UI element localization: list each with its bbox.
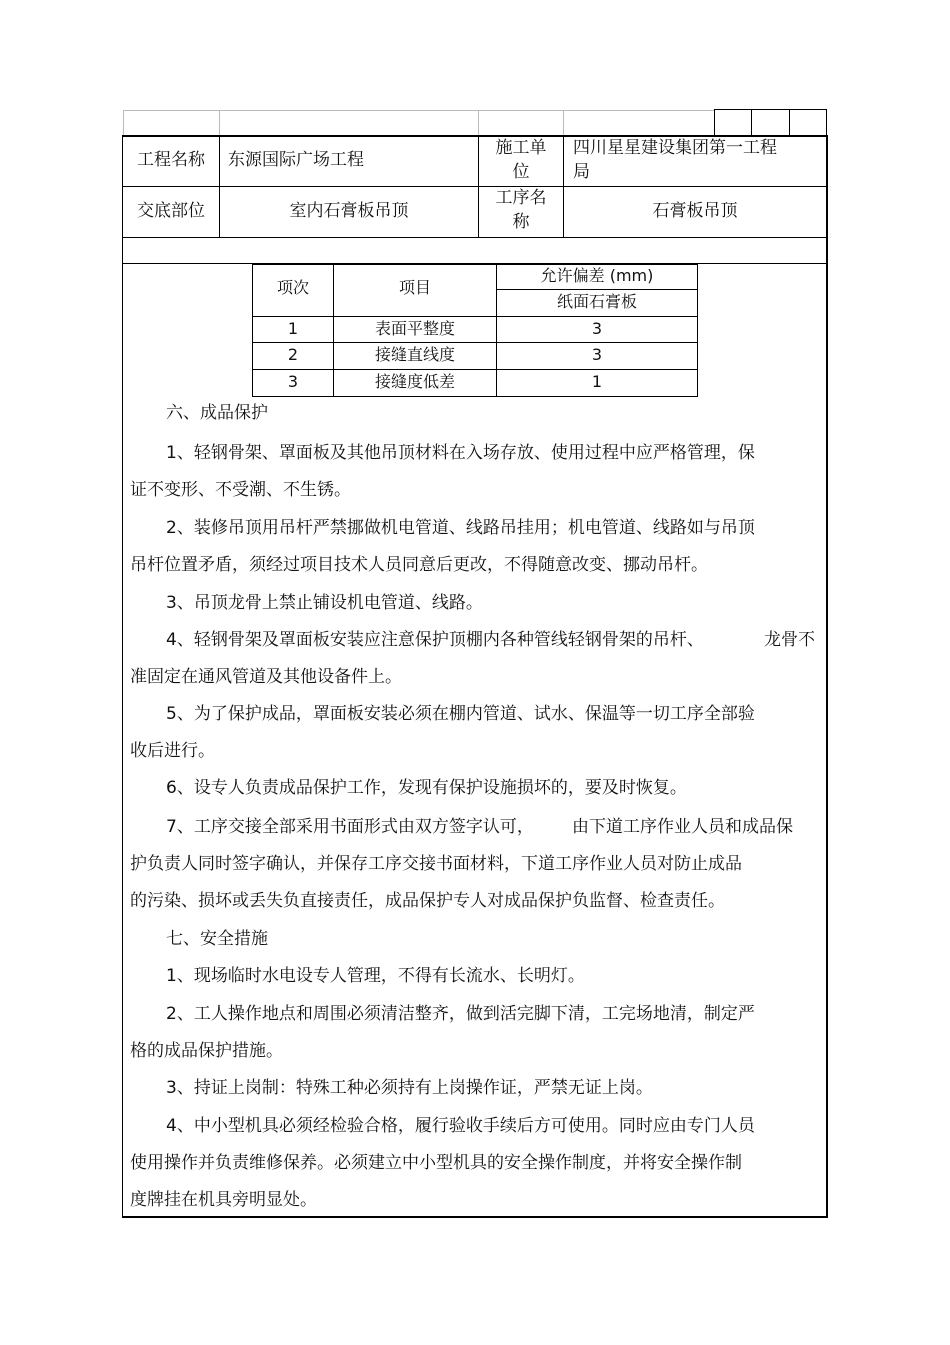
- paragraph-line: 5、为了保护成品，罩面板安装必须在棚内管道、试水、保温等一切工序全部验: [166, 704, 755, 724]
- header-row-divider: [122, 237, 828, 238]
- corner-box-divider: [714, 109, 715, 136]
- row-value: 1: [591, 372, 603, 391]
- corner-box-divider: [789, 109, 790, 136]
- paragraph-line: 收后进行。: [130, 741, 215, 761]
- paragraph-line: 3、吊顶龙骨上禁止铺设机电管道、线路。: [166, 593, 483, 613]
- paragraph-line: 1、轻钢骨架、罩面板及其他吊顶材料在入场存放、使用过程中应严格管理，保: [166, 443, 755, 463]
- process-label-line2: 称: [512, 212, 530, 232]
- part-label: 交底部位: [137, 201, 205, 221]
- frame-bottom: [122, 1216, 828, 1218]
- top-row-divider: [563, 110, 564, 136]
- table-line: [252, 396, 698, 397]
- row-value: 3: [591, 319, 603, 338]
- paragraph-line: 3、持证上岗制：特殊工种必须持有上岗操作证，严禁无证上岗。: [166, 1078, 653, 1098]
- row-no: 3: [287, 372, 299, 391]
- table-line: [252, 369, 698, 370]
- paragraph-line: 度牌挂在机具旁明显处。: [130, 1190, 317, 1210]
- row-item: 表面平整度: [374, 319, 455, 338]
- paragraph-line: 准固定在通风管道及其他设备件上。: [130, 667, 402, 687]
- paragraph-line: 由下道工序作业人员和成品保: [572, 817, 793, 837]
- col-item-header: 项目: [398, 278, 431, 297]
- row-item: 接缝度低差: [374, 372, 455, 391]
- paragraph-line: 护负责人同时签字确认，并保存工序交接书面材料，下道工序作业人员对防止成品: [130, 854, 742, 874]
- top-row-divider: [123, 110, 124, 136]
- paragraph-line: 证不变形、不受潮、不生锈。: [130, 480, 351, 500]
- top-row-divider: [478, 110, 479, 136]
- corner-box-divider: [751, 109, 752, 136]
- corner-box-divider: [826, 109, 827, 136]
- paragraph-line: 2、装修吊顶用吊杆严禁挪做机电管道、线路吊挂用；机电管道、线路如与吊顶: [166, 518, 755, 538]
- corner-box-border: [714, 109, 827, 110]
- row-value: 3: [591, 345, 603, 364]
- paragraph-line: 1、现场临时水电设专人管理，不得有长流水、长明灯。: [166, 966, 585, 986]
- header-row-divider: [122, 186, 828, 187]
- contractor-label-line1: 施工单: [495, 138, 547, 158]
- contractor-label: [479, 136, 563, 184]
- paragraph-line: 4、中小型机具必须经检验合格，履行验收手续后方可使用。同时应由专门人员: [166, 1116, 755, 1136]
- paragraph-line: 2、工人操作地点和周围必须清洁整齐，做到活完脚下清，工完场地清，制定严: [166, 1004, 755, 1024]
- frame-left: [122, 135, 123, 1217]
- part-value: 室内石膏板吊顶: [289, 201, 409, 221]
- paragraph-line: 龙骨不: [764, 630, 815, 650]
- contractor-line1: 四川星星建设集团第一工程: [573, 138, 777, 158]
- paragraph-line: 7、工序交接全部采用书面形式由双方签字认可，: [166, 817, 534, 837]
- process-label: [479, 186, 563, 234]
- contractor: [573, 136, 825, 184]
- table-line: [252, 342, 698, 343]
- section-6-title: 六、成品保护: [166, 403, 268, 423]
- table-line: [252, 316, 698, 317]
- process-label-line1: 工序名: [495, 188, 547, 208]
- paragraph-line: 4、轻钢骨架及罩面板安装应注意保护顶棚内各种管线轻钢骨架的吊杆、: [166, 630, 704, 650]
- contractor-line2: 局: [573, 162, 590, 182]
- top-row-border: [123, 110, 715, 111]
- contractor-label-line2: 位: [512, 162, 530, 182]
- col-allow-header: 允许偏差 (mm): [540, 266, 654, 285]
- row-no: 1: [287, 319, 299, 338]
- table-line: [697, 264, 698, 396]
- col-index-header: 项次: [276, 278, 309, 297]
- project-name: 东源国际广场工程: [228, 150, 364, 170]
- process-value: 石膏板吊顶: [652, 201, 738, 221]
- top-row-divider: [219, 110, 220, 136]
- paragraph-line: 使用操作并负责维修保养。必须建立中小型机具的安全操作制度，并将安全操作制: [130, 1153, 742, 1173]
- section-7-title: 七、安全措施: [166, 929, 268, 949]
- paragraph-line: 格的成品保护措施。: [130, 1041, 283, 1061]
- paragraph-line: 吊杆位置矛盾，须经过项目技术人员同意后更改，不得随意改变、挪动吊杆。: [130, 555, 708, 575]
- table-line: [496, 289, 698, 290]
- row-no: 2: [287, 345, 299, 364]
- frame-right: [826, 135, 828, 1217]
- project-name-label: 工程名称: [137, 150, 205, 170]
- col-material-header: 纸面石膏板: [556, 292, 637, 311]
- paragraph-line: 的污染、损坏或丢失负直接责任，成品保护专人对成品保护负监督、检查责任。: [130, 891, 725, 911]
- row-item: 接缝直线度: [374, 345, 455, 364]
- paragraph-line: 6、设专人负责成品保护工作，发现有保护设施损坏的，要及时恢复。: [166, 778, 687, 798]
